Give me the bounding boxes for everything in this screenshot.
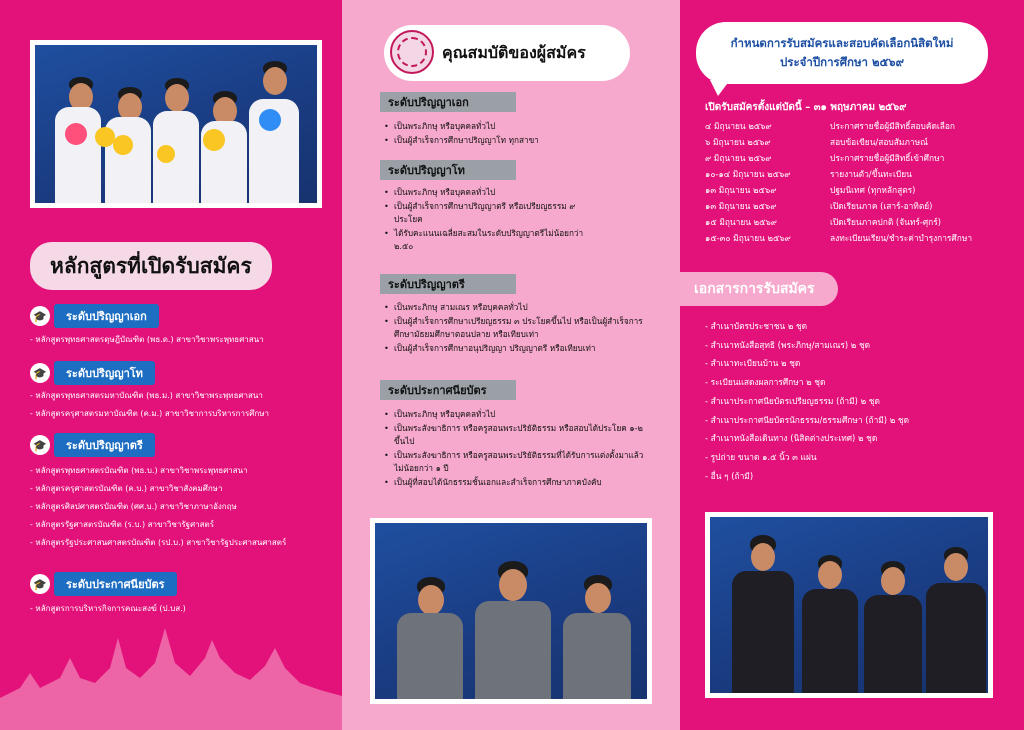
list-item: - รูปถ่าย ขนาด ๑.๕ นิ้ว ๓ แผ่น [705, 451, 817, 462]
list-item: - หลักสูตรพุทธศาสตรมหาบัณฑิต (พธ.ม.) สาขาวิชาพระพุทธศาสนา [30, 391, 263, 400]
section-bar-certificate: ระดับประกาศนียบัตร [380, 380, 516, 400]
list-item: - ระเบียนแสดงผลการศึกษา ๒ ชุด [705, 377, 826, 388]
list-item: - หลักสูตรพุทธศาสตรดุษฎีบัณฑิต (พธ.ด.) สาขาวิชาพระพุทธศาสนา [30, 335, 264, 344]
certificate-requirements [384, 408, 652, 490]
certificate-program-list [30, 600, 186, 618]
schedule-row: ๑๓ มิถุนายน ๒๕๖๙ เปิดเรียนภาค (เสาร์-อาทิตย์) [705, 201, 933, 211]
graduation-cap-icon: 🎓 [30, 363, 50, 383]
documents-list [705, 317, 909, 485]
list-item: • เป็นผู้สำเร็จการศึกษาเปรียญธรรม ๓ ประโยคขึ้นไป หรือเป็นผู้สำเร็จการศึกษามัธยมศึกษาตอนปลาย หรือเทียบเท่า [384, 315, 652, 341]
list-item: • เป็นพระภิกษุ หรือบุคคลทั่วไป [384, 186, 584, 199]
left-panel [0, 0, 342, 730]
list-item: - สำเนาบัตรประชาชน ๒ ชุด [705, 321, 808, 331]
doctoral-program-list [30, 331, 264, 349]
level-label: ระดับปริญญาโท [54, 361, 155, 385]
qualifications-title: คุณสมบัติของผู้สมัคร [442, 43, 586, 62]
schedule-row: ๔ มิถุนายน ๒๕๖๙ ประกาศรายชื่อผู้มีสิทธิ์สอบคัดเลือก [705, 121, 955, 131]
programs-title: หลักสูตรที่เปิดรับสมัคร [30, 242, 272, 290]
section-bar-bachelor: ระดับปริญญาตรี [380, 274, 516, 294]
list-item: - หลักสูตรศิลปศาสตรบัณฑิต (ศศ.บ.) สาขาวิชาภาษาอังกฤษ [30, 502, 237, 511]
list-item: - สำเนาหนังสือสุทธิ (พระภิกษุ/สามเณร) ๒ ชุด [705, 339, 871, 350]
students-group-photo [705, 512, 993, 698]
level-label: ระดับปริญญาตรี [54, 433, 155, 457]
doctoral-requirements [384, 120, 664, 148]
bubble-line: กำหนดการรับสมัครและสอบคัดเลือกนิสิตใหม่ [730, 36, 954, 50]
students-photo [30, 40, 322, 208]
list-item: - สำเนาหนังสือเดินทาง (นิสิตต่างประเทศ) ๒ ชุด [705, 433, 878, 444]
list-item: - หลักสูตรพุทธศาสตรบัณฑิต (พธ.บ.) สาขาวิชาพระพุทธศาสนา [30, 466, 248, 475]
schedule-bubble [696, 22, 988, 84]
graduation-cap-icon: 🎓 [30, 574, 50, 594]
list-item: • เป็นพระภิกษุ สามเณร หรือบุคคลทั่วไป [384, 301, 652, 314]
list-item: - อื่น ๆ (ถ้ามี) [705, 470, 754, 481]
temple-silhouette [0, 618, 342, 730]
list-item: • เป็นพระภิกษุ หรือบุคคลทั่วไป [384, 120, 664, 133]
level-badge-bachelor [30, 434, 155, 456]
level-badge-certificate [30, 573, 177, 595]
list-item: - หลักสูตรรัฐศาสตรบัณฑิต (ร.บ.) สาขาวิชารัฐศาสตร์ [30, 520, 215, 529]
university-seal-icon [390, 30, 434, 74]
schedule-row: ๑๕ มิถุนายน ๒๕๖๙ เปิดเรียนภาคปกติ (จันทร์-ศุกร์) [705, 217, 942, 227]
list-item: • เป็นผู้ที่สอบได้นักธรรมชั้นเอกและสำเร็จการศึกษาภาคบังคับ [384, 476, 652, 489]
list-item: • เป็นผู้สำเร็จการศึกษาปริญญาตรี หรือเปรียญธรรม ๙ ประโยค [384, 200, 584, 226]
graduation-cap-icon: 🎓 [30, 435, 50, 455]
heart-sign-icon [65, 123, 87, 145]
list-item: • ได้รับคะแนนเฉลี่ยสะสมในระดับปริญญาตรีไม่น้อยกว่า ๒.๕๐ [384, 227, 584, 253]
schedule-row: ๑๕-๓๐ มิถุนายน ๒๕๖๙ ลงทะเบียนเรียน/ชำระค่าบำรุงการศึกษา [705, 233, 973, 243]
list-item: - หลักสูตรรัฐประศาสนศาสตรบัณฑิต (รป.บ.) สาขาวิชารัฐประศาสนศาสตร์ [30, 538, 287, 547]
level-badge-doctoral [30, 305, 159, 327]
emoji-sign-icon [95, 127, 115, 147]
list-item: • เป็นผู้สำเร็จการศึกษาปริญญาโท ทุกสาขา [384, 134, 664, 147]
graduation-cap-icon: 🎓 [30, 306, 50, 326]
list-item: - สำเนาทะเบียนบ้าน ๒ ชุด [705, 358, 801, 369]
staff-photo [370, 518, 652, 704]
bubble-line: ประจำปีการศึกษา ๒๕๖๙ [779, 55, 905, 69]
bachelor-program-list [30, 462, 286, 552]
masters-requirements [384, 186, 584, 254]
bubble-tail [710, 80, 730, 96]
level-label: ระดับประกาศนียบัตร [54, 572, 177, 596]
schedule-row: ๖ มิถุนายน ๒๕๖๙ สอบข้อเขียน/สอบสัมภาษณ์ [705, 137, 928, 147]
level-label: ระดับปริญญาเอก [54, 304, 159, 328]
masters-program-list [30, 387, 269, 423]
bachelor-requirements [384, 301, 652, 356]
emoji-sign-icon [157, 145, 175, 163]
emoji-sign-icon [113, 135, 133, 155]
documents-title: เอกสารการรับสมัคร [680, 272, 838, 306]
list-item: • เป็นพระภิกษุ หรือบุคคลทั่วไป [384, 408, 652, 421]
list-item: - หลักสูตรครุศาสตรบัณฑิต (ค.บ.) สาขาวิชาสังคมศึกษา [30, 484, 223, 493]
schedule-row: ๙ มิถุนายน ๒๕๖๙ ประกาศรายชื่อผู้มีสิทธิ์เข้าศึกษา [705, 153, 945, 163]
list-item: - หลักสูตรครุศาสตรมหาบัณฑิต (ค.ม.) สาขาวิชาการบริหารการศึกษา [30, 409, 269, 418]
list-item: - หลักสูตรการบริหารกิจการคณะสงฆ์ (ป.บส.) [30, 604, 186, 613]
qualifications-header [384, 25, 630, 81]
schedule-row: ๑๓ มิถุนายน ๒๕๖๙ ปฐมนิเทศ (ทุกหลักสูตร) [705, 185, 916, 195]
list-item: • เป็นพระสังฆาธิการ หรือครูสอนพระปริยัติธรรม หรือสอบได้ประโยค ๑-๒ ขึ้นไป [384, 422, 652, 448]
list-item: • เป็นพระสังฆาธิการ หรือครูสอนพระปริยัติธรรมที่ได้รับการแต่งตั้งมาแล้วไม่น้อยกว่า ๑ ปี [384, 449, 652, 475]
like-sign-icon [259, 109, 281, 131]
list-item: • เป็นผู้สำเร็จการศึกษาอนุปริญญา ปริญญาตรี หรือเทียบเท่า [384, 342, 652, 355]
list-item: - สำเนาประกาศนียบัตรนักธรรม/ธรรมศึกษา (ถ้ามี) ๒ ชุด [705, 414, 910, 425]
schedule-row: ๑๐-๑๔ มิถุนายน ๒๕๖๙ รายงานตัว/ขึ้นทะเบียน [705, 169, 912, 179]
emoji-sign-icon [203, 129, 225, 151]
open-date-line: เปิดรับสมัครตั้งแต่บัดนี้ – ๓๑ พฤษภาคม ๒๕๖๙ [705, 102, 907, 113]
section-bar-doctoral: ระดับปริญญาเอก [380, 92, 516, 112]
schedule-table [705, 118, 972, 246]
level-badge-masters [30, 362, 155, 384]
list-item: - สำเนาประกาศนียบัตรเปรียญธรรม (ถ้ามี) ๒ ชุด [705, 395, 880, 406]
section-bar-masters: ระดับปริญญาโท [380, 160, 516, 180]
